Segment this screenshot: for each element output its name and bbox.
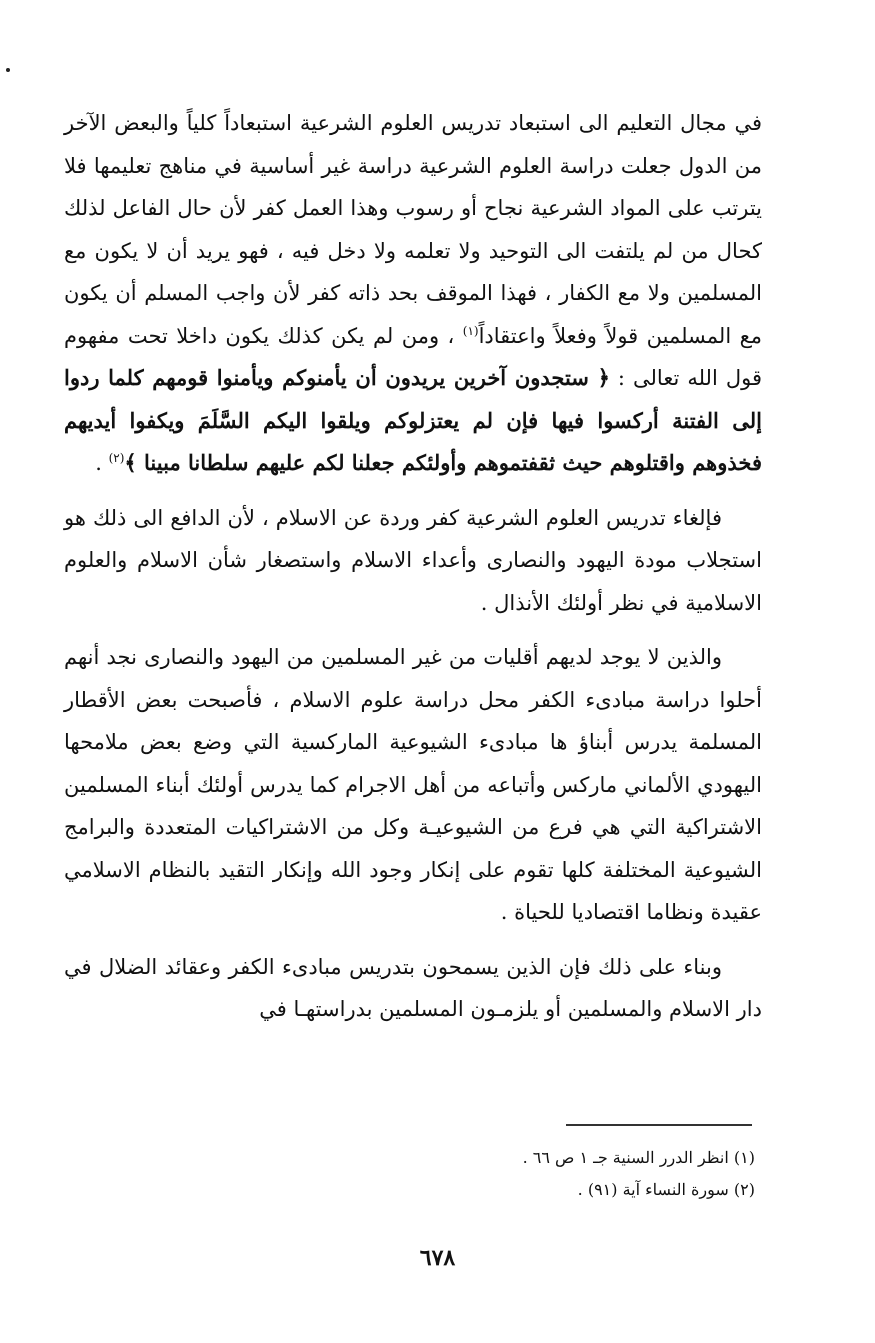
footnote-divider <box>566 1124 752 1126</box>
paragraph-1 <box>64 102 762 485</box>
paragraph-2: فإلغاء تدريس العلوم الشرعية كفر وردة عن الاسلام ، لأن الدافع الى ذلك هو استجلاب مودة اليهود والنصارى وأعداء الاسلام واستصغار شأن الاسلام والعلوم الاسلامية في نظر أولئك الأنذال . <box>64 505 762 615</box>
paragraph-3: والذين لا يوجد لديهم أقليات من غير المسلمين من اليهود والنصارى نجد أنهم أحلوا دراسة مبادىء الكفر محل دراسة علوم الاسلام ، فأصبحت بعض الأقطار المسلمة يدرس أبناؤ ها مبادىء الشيوعية الماركسية التي وضع بعض ملامحها اليهودي الألماني ماركس وأتباعه من أهل الاجرام كما يدرس أولئك أبناء المسلمين الاشتراكية التي هي فرع من الشيوعيـة وكل من الاشتراكيات المتعددة والبرامج الشيوعية المختلفة كلها تقوم على إنكار وجود الله وإنكار التقيد بالنظام الاسلامي عقيدة ونظاما اقتصاديا للحياة . <box>64 645 762 924</box>
footnotes <box>300 1142 755 1206</box>
footnote-ref-2[interactable]: (٢) <box>108 451 125 465</box>
margin-dot <box>6 68 10 72</box>
footnote-ref-1[interactable]: (١) <box>462 323 479 338</box>
quran-verse: ﴿ ستجدون آخرين يريدون أن يأمنوكم ويأمنوا قومهم كلما ردوا إلى الفتنة أركسوا فيها فإن لم يعتزلوكم ويلقوا اليكم السَّلَمَ ويكفوا أيديهم فخذوهم واقتلوهم حيث ثقفتموهم وأولئكم جعلنا لكم عليهم سلطانا مبينا ﴾ <box>64 365 762 475</box>
paragraph-4: وبناء على ذلك فإن الذين يسمحون بتدريس مبادىء الكفر وعقائد الضلال في دار الاسلام والمسلمين أو يلزمـون المسلمين بدراستهـا في <box>64 954 762 1021</box>
footnote-1: (١) انظر الدرر السنية جـ ١ ص ٦٦ . <box>522 1148 755 1167</box>
paragraph-1-part-2: ، ومن لم يكن كذلك يكون داخلا تحت مفهوم قول الله تعالى : <box>64 323 762 390</box>
footnote-2: (٢) سورة النساء آية (٩١) . <box>577 1180 755 1199</box>
paragraph-1-end: . <box>95 451 109 475</box>
paragraph-1-part-1: في مجال التعليم الى استبعاد تدريس العلوم الشرعية استبعاداً كلياً والبعض الآخر من الدول جعلت دراسة العلوم الشرعية دراسة غير أساسية في مناهج تعليمها فلا يترتب على المواد الشرعية نجاح أو رسوب وهذا العمل كفر لأن حال الفاعل لذلك كحال من لم يلتفت الى التوحيد ولا تعلمه ولا دخل فيه ، فهو يريد أن لا يكون مع المسلمين ولا مع الكفار ، فهذا الموقف بحد ذاته كفر لأن واجب المسلم أن يكون مع المسلمين قولاً وفعلاً واعتقاداً <box>64 111 763 348</box>
body-text <box>64 102 762 1031</box>
page-number: ٦٧٨ <box>419 1245 456 1271</box>
